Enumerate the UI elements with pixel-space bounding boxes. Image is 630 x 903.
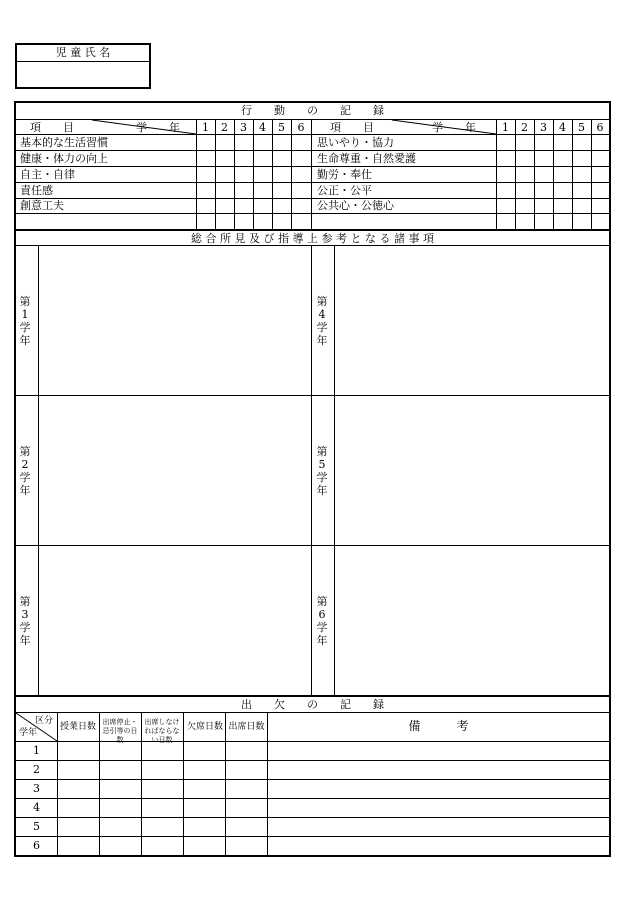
- attendance-col-absent: 欠席日数: [186, 722, 223, 732]
- behavior-item-right-4: 公正・公平: [317, 184, 372, 197]
- remarks-year-1-label: 第1学年: [19, 295, 31, 347]
- attendance-row-3: 3: [33, 782, 40, 795]
- grade-header-left-1: 1: [202, 121, 209, 134]
- attendance-corner-grade: 学年: [19, 728, 38, 738]
- grade-header-left-2: 2: [221, 121, 228, 134]
- behavior-item-label-left: 項 目: [30, 121, 74, 134]
- grade-header-left-3: 3: [240, 121, 247, 134]
- student-name-label: 児 童 氏 名: [55, 46, 111, 59]
- remarks-year-4-label: 第4学年: [316, 295, 328, 347]
- attendance-col-suspended: 出席停止・忌引等の日数: [102, 718, 138, 744]
- grade-header-right-3: 3: [540, 121, 547, 134]
- grade-header-right-1: 1: [502, 121, 509, 134]
- behavior-item-right-3: 勤労・奉仕: [317, 168, 372, 181]
- attendance-col-required: 出席しなければならない日数: [144, 718, 180, 744]
- grade-header-left-6: 6: [297, 121, 305, 134]
- grade-header-left-5: 5: [278, 121, 285, 134]
- remarks-year-4-field[interactable]: [336, 247, 609, 394]
- behavior-grade-label-right: 学 年: [432, 121, 476, 134]
- attendance-col-present: 出席日数: [228, 722, 265, 732]
- remarks-year-5-field[interactable]: [336, 397, 609, 544]
- attendance-row-6: 6: [33, 839, 40, 852]
- remarks-year-5-label: 第5学年: [316, 445, 328, 497]
- behavior-grade-label-left: 学 年: [136, 121, 180, 134]
- attendance-row-1: 1: [33, 744, 40, 757]
- behavior-item-left-4: 責任感: [20, 184, 53, 197]
- grade-header-right-5: 5: [578, 121, 585, 134]
- attendance-title: 出 欠 の 記 録: [241, 698, 384, 711]
- attendance-row-5: 5: [33, 820, 40, 833]
- remarks-year-1-field[interactable]: [40, 247, 310, 394]
- grade-header-right-2: 2: [521, 121, 528, 134]
- behavior-item-right-5: 公共心・公徳心: [317, 199, 394, 212]
- grade-header-right-6: 6: [596, 121, 604, 134]
- attendance-col-class-days: 授業日数: [59, 722, 96, 732]
- grade-header-left-4: 4: [259, 121, 266, 134]
- attendance-row-2: 2: [33, 763, 40, 776]
- attendance-col-notes: 備 考: [408, 719, 469, 733]
- behavior-title: 行 動 の 記 録: [241, 104, 384, 117]
- grade-header-right-4: 4: [559, 121, 566, 134]
- remarks-year-2-label: 第2学年: [19, 445, 31, 497]
- attendance-row-4: 4: [33, 801, 40, 814]
- remarks-year-6-field[interactable]: [336, 547, 609, 694]
- behavior-item-right-2: 生命尊重・自然愛護: [317, 152, 416, 165]
- remarks-year-6-label: 第6学年: [316, 595, 328, 647]
- behavior-item-label-right: 項 目: [330, 121, 374, 134]
- remarks-title: 総 合 所 見 及 び 指 導 上 参 考 と な る 諸 事 項: [191, 232, 434, 245]
- remarks-year-2-field[interactable]: [40, 397, 310, 544]
- behavior-item-left-3: 自主・自律: [20, 168, 75, 181]
- behavior-item-left-2: 健康・体力の向上: [20, 152, 108, 165]
- behavior-item-right-1: 思いやり・協力: [317, 136, 394, 149]
- behavior-item-left-1: 基本的な生活習慣: [20, 136, 108, 149]
- remarks-year-3-label: 第3学年: [19, 595, 31, 647]
- behavior-item-left-5: 創意工夫: [20, 199, 64, 212]
- remarks-year-3-field[interactable]: [40, 547, 310, 694]
- attendance-corner-category: 区分: [35, 716, 54, 726]
